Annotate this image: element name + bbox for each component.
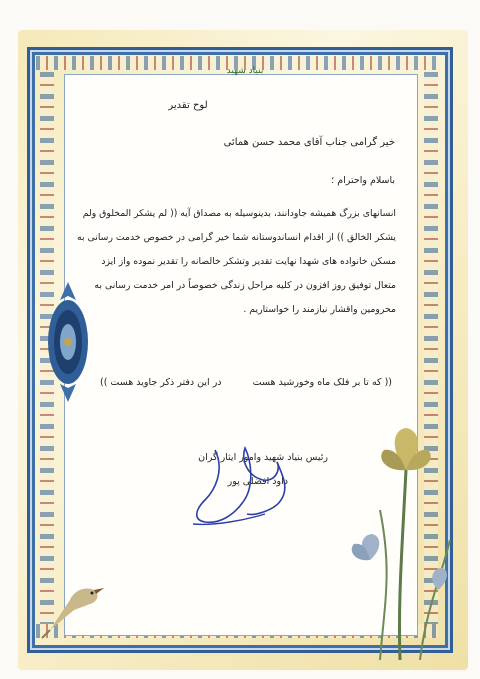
signatory-name: داود افضلی پور (227, 476, 288, 487)
poem-hemistich-left: در این دفتر ذکر جاوید هست )) (100, 377, 222, 388)
certificate-title: لوح تقدیر (168, 100, 208, 111)
body-line: محرومین واقشار نیازمند را خواستاریم . (243, 304, 396, 315)
body-line: مسکن خانواده های شهدا نهایت تقدیر وتشکر خالصانه را تقدیر نموده واز ایزد (101, 256, 396, 267)
bird-icon (40, 560, 110, 640)
body-line: انسانهای بزرگ همیشه جاودانند، بدینوسیله به مصداق آیه (( لم یشکر المخلوق ولم (82, 208, 396, 219)
body-line: متعال توفیق روز افزون در کلیه مراحل زندگی خصوصاً در امر خدمت رسانی به (94, 280, 396, 291)
salutation: باسلام واحترام ؛ (331, 175, 395, 186)
medallion-ornament-icon (46, 262, 90, 422)
iris-flower-icon (340, 410, 460, 660)
poem-hemistich-right: (( که تا بر فلک ماه وخورشید هست (252, 377, 392, 388)
recipient-line: خیر گرامی جناب آقای محمد حسن همائی (223, 137, 395, 148)
body-line: یشکر الخالق )) از اقدام انساندوستانه شما خیر گرامی در خصوص خدمت رسانی به (76, 232, 396, 243)
handwritten-signature (185, 430, 325, 540)
signatory-title: رئیس بنیاد شهید وامور ایثار گران (198, 452, 328, 463)
foundation-logo: بنیاد شهید (226, 66, 264, 76)
